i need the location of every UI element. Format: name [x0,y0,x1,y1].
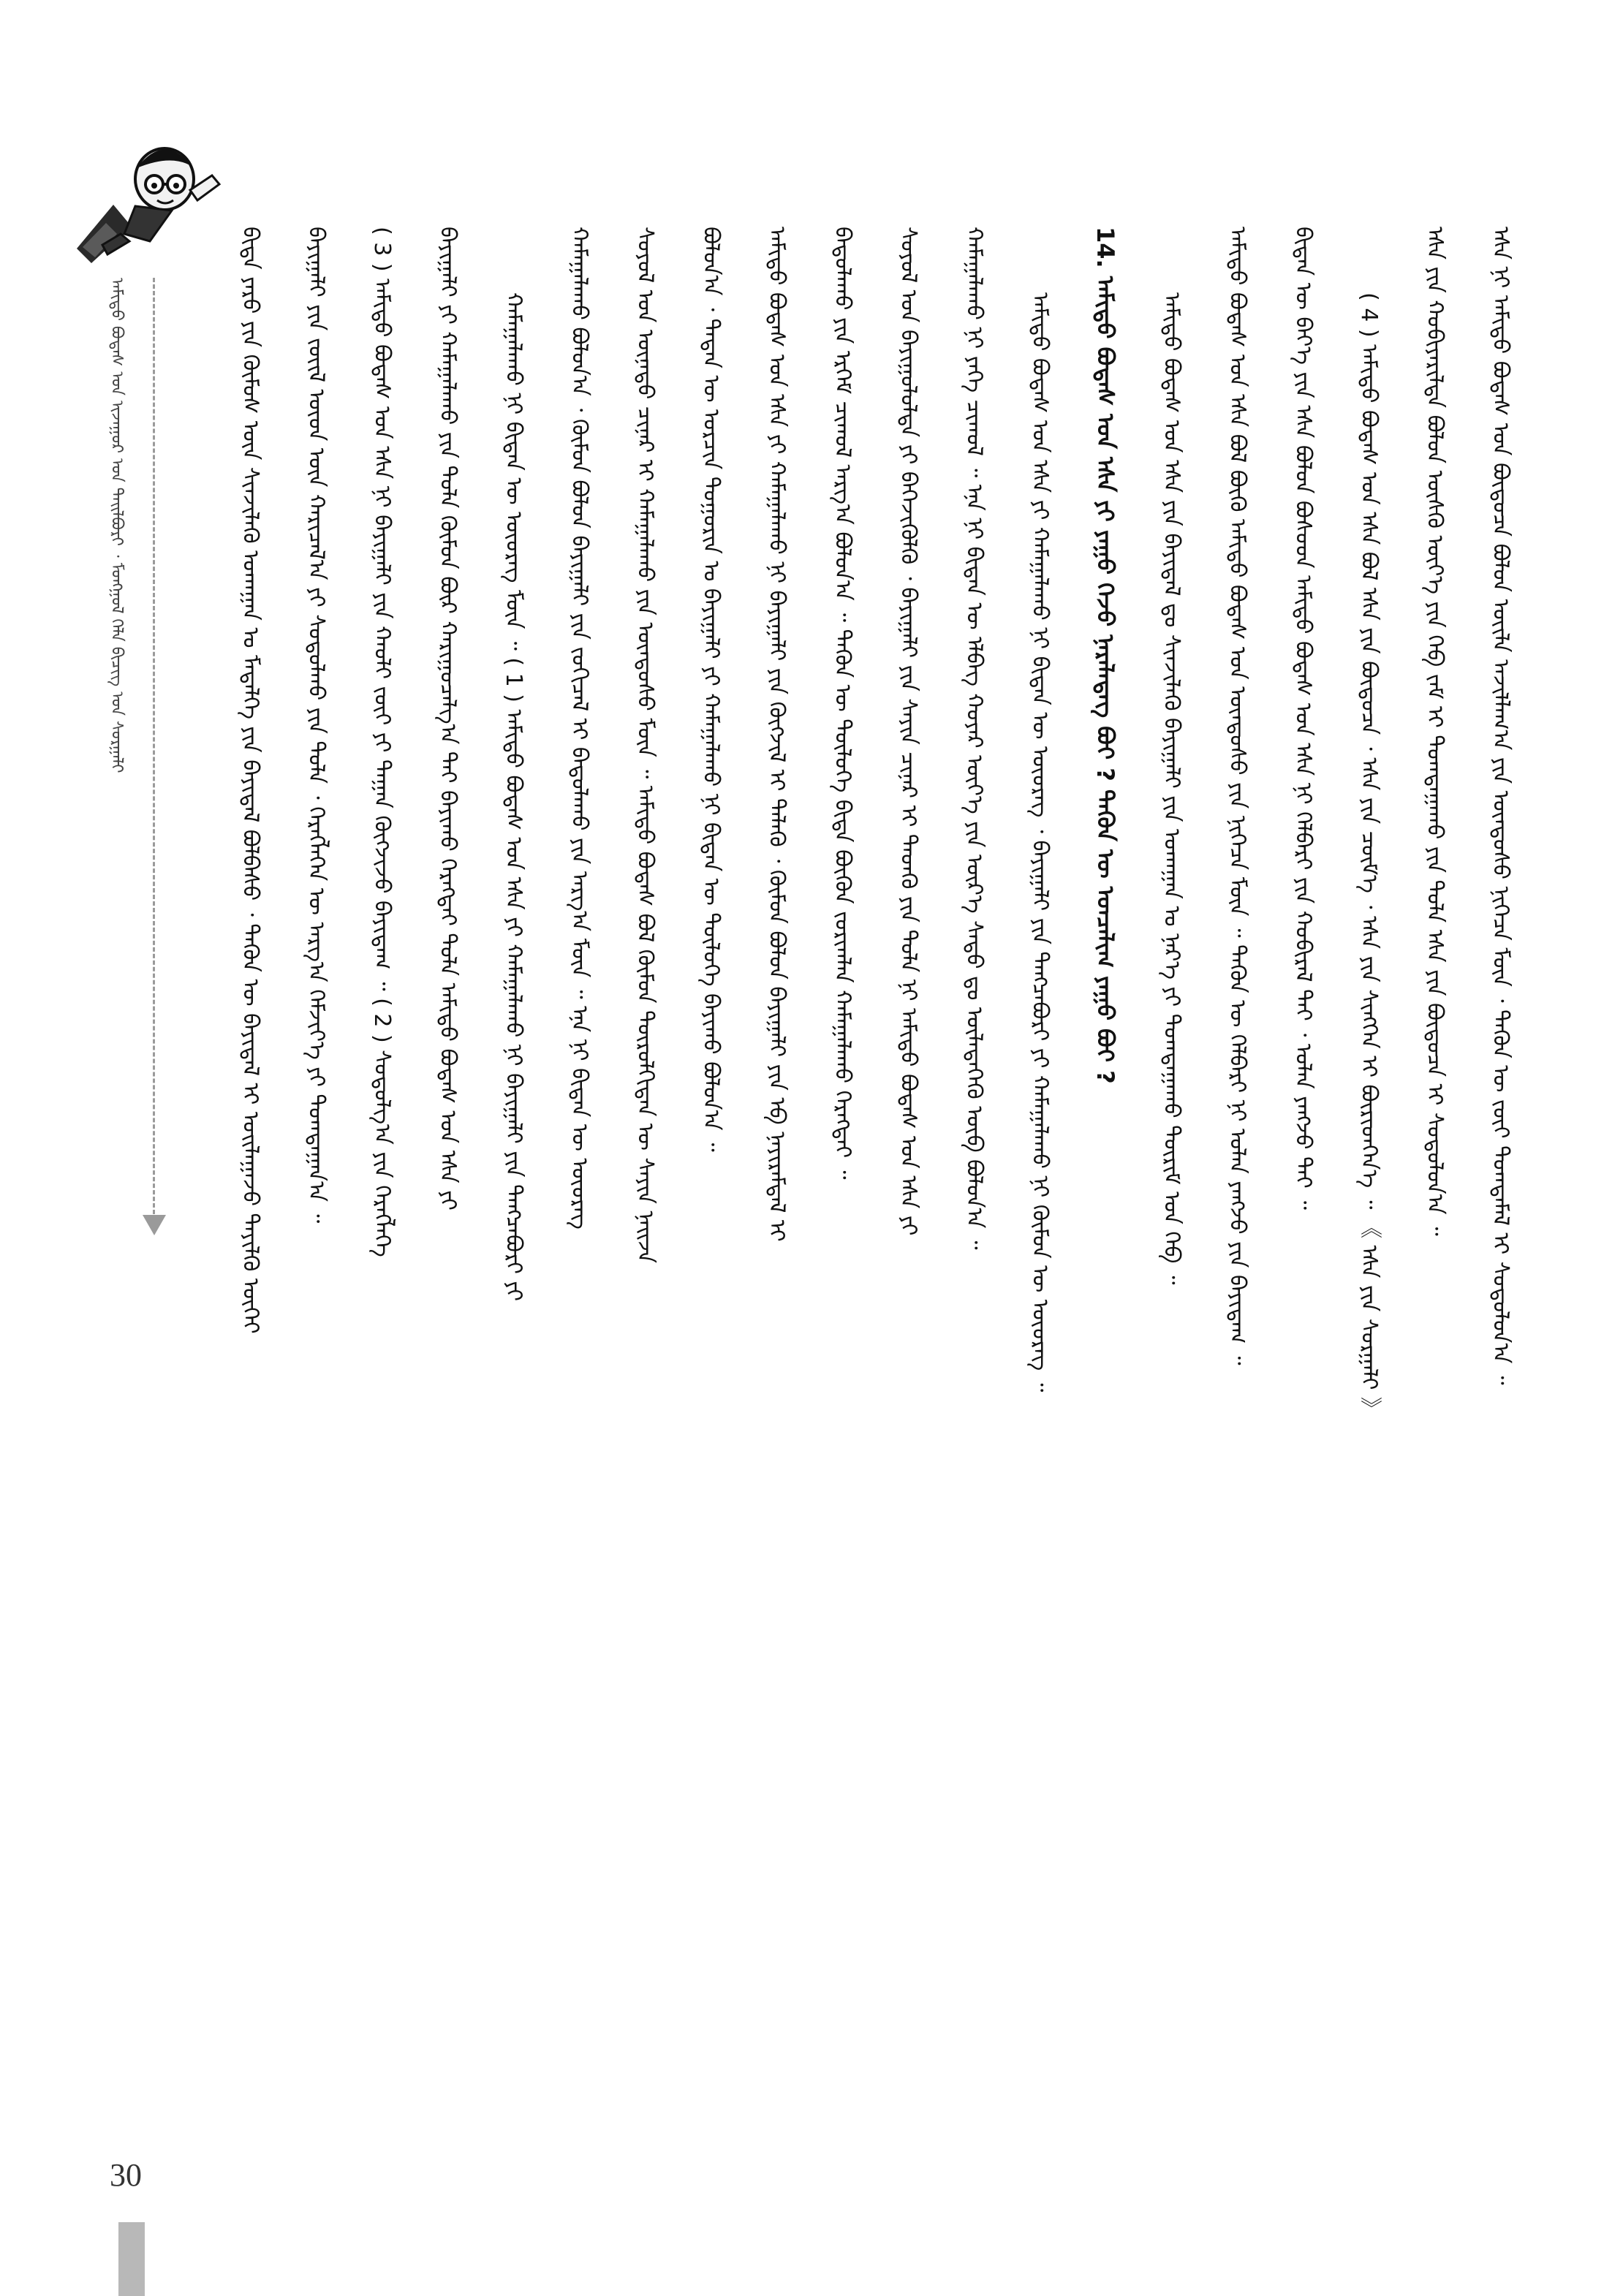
text-column: ( 3 ) ᠠᠮᠢᠳᠤ ᠪᠣᠳᠠᠰ ᠤᠨ ᠡᠰᠡ ᠨᠢ ᠪᠠᠶᠢᠭᠠᠯᠢ ᠶᠢᠨ ᠬᠠᠤᠯᠢ ᠵᠦᠢ ᠶᠢ ᠳᠠᠭᠠᠨ ᠬᠦᠭᠵᠢᠵᠦ ᠪᠠᠶᠢᠳᠠᠭ ᠃ ( 2 ) ᠰᠤᠳᠤᠯᠭ᠎ᠠ ᠶᠢᠨ ᠬᠡᠷᠡᠭᠯᠡᠭᠡ [369,227,395,1257]
text-column: ᠪᠢᠳᠡᠨ ᠦ ᠪᠡᠶ᠎ᠡ ᠶᠢᠨ ᠡᠰᠡ ᠪᠣᠯᠤᠨ ᠪᠤᠰᠤᠳ ᠠᠮᠢᠳᠤ ᠪᠣᠳᠠᠰ ᠤᠨ ᠡᠰᠡ ᠨᠢ ᠬᠡᠯᠪᠡᠷᠢ ᠶᠢᠨ ᠬᠤᠪᠢᠷᠠᠯ ᠲᠠᠢ ᠂ ᠣᠯᠠᠨ ᠶᠠᠩᠵᠤ ᠲᠠᠢ ᠃ [1290,227,1316,1210]
text-column: ᠬᠠᠮᠠᠭᠠᠯᠠᠬᠤ ᠨᠢ ᠪᠢᠳᠡᠨ ᠦ ᠦᠦᠷᠡᠭ ᠮᠥᠨ ᠃ ( 1 ) ᠠᠮᠢᠳᠤ ᠪᠣᠳᠠᠰ ᠤᠨ ᠡᠰᠡ ᠶᠢ ᠬᠠᠮᠠᠭᠠᠯᠠᠬᠤ ᠨᠢ ᠪᠠᠶᠢᠭᠠᠯᠢ ᠶᠢᠨ ᠲᠡᠩᠴᠡᠪᠦᠷᠢ ᠶᠢ [501,292,526,1302]
running-head-divider [153,278,155,1221]
text-column: ᠰᠣᠶᠣᠯ ᠤᠨ ᠦᠨᠡᠲᠦ ᠴᠢᠨᠠᠷ ᠢ ᠬᠠᠮᠠᠭᠠᠯᠠᠬᠤ ᠶᠢᠨ ᠦᠨᠳᠦᠰᠦ ᠮᠥᠨ ᠃ ᠠᠮᠢᠳᠤ ᠪᠣᠳᠠᠰ ᠪᠣᠯ ᠬᠦᠮᠦᠨ ᠲᠦᠷᠦᠯᠬᠢᠲᠡᠨ ᠦ ᠰᠠᠶᠢᠨ ᠨᠠᠢᠵᠠ [632,227,658,1264]
text-column: ᠠᠮᠢᠳᠤ ᠪᠣᠳᠠᠰ ᠤᠨ ᠡᠰᠡ ᠶᠢ ᠬᠠᠮᠠᠭᠠᠯᠠᠬᠤ ᠨᠢ ᠪᠠᠶᠢᠭᠠᠯᠢ ᠶᠢᠨ ᠬᠥᠭᠵᠢᠯ ᠢ ᠲᠡᠯᠡᠬᠦ ᠂ ᠬᠦᠮᠦᠨ ᠪᠣᠯᠤᠨ ᠪᠠᠶᠢᠭᠠᠯᠢ ᠶᠢᠨ ᠡᠪ ᠨᠠᠶᠢᠷᠠᠮᠳᠠᠯ ᠢ [764,227,790,1242]
page-edge-tab [118,2222,145,2296]
running-head: ᠠᠮᠢᠳᠤ ᠪᠣᠳᠠᠰ ᠤᠨ ᠢᠵᠠᠭᠤᠷ ᠤᠨ ᠲᠠᠢᠯᠪᠤᠷᠢ ᠂ ᠮᠣᠩᠭᠣᠯ ᠬᠡᠯᠡ ᠪᠢᠴᠢᠭ ᠤᠨ ᠰᠤᠷᠭᠠᠯᠢ [107,278,126,773]
text-column: ᠠᠮᠢᠳᠤ ᠪᠣᠳᠠᠰ ᠤᠨ ᠡᠰᠡ ᠶᠢᠨ ᠪᠠᠶᠢᠳᠠᠯ ᠳᠤ ᠰᠢᠨᠵᠢᠯᠡᠬᠦ ᠪᠠᠶᠢᠭᠠᠯᠢ ᠶᠢᠨ ᠤᠬᠠᠭᠠᠨ ᠤ ᠨᠡᠷ᠎ᠡ ᠶᠢ ᠲᠣᠭᠲᠠᠭᠠᠬᠤ ᠳᠦᠷᠢᠮ ᠤᠨ ᠬᠡᠪ ᠃ [1159,292,1184,1285]
text-column: ᠬᠠᠮᠠᠭᠠᠯᠠᠬᠤ ᠨᠢ ᠶᠡᠬᠡ ᠴᠢᠬᠤᠯ ᠃ ᠡᠨᠡ ᠨᠢ ᠪᠢᠳᠡᠨ ᠦ ᠡᠯᠪᠡᠭ ᠬᠣᠶᠠᠷ ᠦᠶ᠎ᠡ ᠶᠢᠨ ᠦᠷ᠎ᠡ ᠰᠠᠳᠤ ᠳᠤ ᠦᠯᠡᠳᠡᠭᠡᠬᠦ ᠥᠪ ᠪᠣᠯᠤᠨ᠎ᠠ ᠃ [961,227,987,1250]
text-column: ᠪᠠᠶᠢᠭᠠᠯᠢ ᠶᠢᠨ ᠵᠦᠢᠯ ᠦᠳ ᠦᠨ ᠬᠠᠷᠢᠴᠠᠯ᠎ᠠ ᠶᠢ ᠰᠤᠳᠤᠯᠬᠤ ᠶᠢᠨ ᠲᠤᠯᠠ ᠂ ᠬᠡᠷᠡᠭᠯᠡᠭᠡᠨ ᠦ ᠠᠷᠭ᠎ᠠ ᠬᠡᠮᠵᠢᠶ᠎ᠡ ᠶᠢ ᠲᠣᠭᠲᠠᠭᠠᠨ᠎ᠠ ᠃ [303,227,329,1224]
text-column: ᠡᠰᠡ ᠨᠢ ᠠᠮᠢᠳᠤ ᠪᠣᠳᠠᠰ ᠤᠨ ᠪᠦᠲᠦᠴᠡ ᠪᠣᠯᠤᠨ ᠦᠢᠯᠡ ᠠᠵᠢᠯᠯᠠᠭ᠎ᠠ ᠶᠢᠨ ᠦᠨᠳᠦᠰᠦ ᠨᠢᠭᠡᠴᠡ ᠮᠥᠨ ᠂ ᠲᠡᠭᠦᠨ ᠦ ᠵᠦᠢ ᠲᠣᠭᠲᠠᠮᠠᠯ ᠢ ᠰᠤᠳᠤᠯᠤᠨ᠎ᠠ ᠃ [1488,227,1513,1385]
text-column: ᠬᠠᠮᠠᠭᠠᠯᠠᠬᠤ ᠪᠣᠯᠤᠨ᠎ᠠ ᠂ ᠬᠦᠮᠦᠨ ᠪᠣᠯᠤᠨ ᠪᠠᠶᠢᠭᠠᠯᠢ ᠶᠢᠨ ᠵᠣᠬᠢᠴᠠᠯ ᠢ ᠪᠠᠲᠤᠯᠠᠬᠤ ᠶᠢᠨ ᠠᠷᠭ᠎ᠠ ᠮᠥᠨ ᠃ ᠡᠨᠡ ᠨᠢ ᠪᠢᠳᠡᠨ ᠦ ᠦᠦᠷᠡᠭ [567,227,592,1230]
text-column: ᠪᠠᠶᠢᠭᠠᠯᠢ ᠶᠢ ᠬᠠᠮᠠᠭᠠᠯᠠᠬᠤ ᠶᠢᠨ ᠲᠤᠯᠠ ᠬᠦᠮᠦᠨ ᠪᠦᠷ ᠬᠠᠷᠢᠭᠤᠴᠠᠯᠭ᠎ᠠ ᠲᠠᠢ ᠪᠠᠶᠢᠬᠤ ᠬᠡᠷᠡᠭᠲᠡᠢ ᠲᠤᠯᠠ ᠠᠮᠢᠳᠤ ᠪᠣᠳᠠᠰ ᠤᠨ ᠡᠰᠡ ᠶᠢ [435,227,461,1210]
hero-mascot-icon [62,124,238,270]
text-column: ᠠᠮᠢᠳᠤ ᠪᠣᠳᠠᠰ ᠤᠨ ᠡᠰᠡ ᠪᠣᠯ ᠪᠦᠬᠦ ᠠᠮᠢᠳᠤ ᠪᠣᠳᠠᠰ ᠤᠨ ᠦᠨᠳᠦᠰᠦ ᠶᠢᠨ ᠨᠢᠭᠡᠴᠡ ᠮᠥᠨ ᠃ ᠲᠡᠭᠦᠨ ᠦ ᠬᠡᠯᠪᠡᠷᠢ ᠨᠢ ᠣᠯᠠᠨ ᠶᠠᠩᠵᠤ ᠶᠢᠨ ᠪᠠᠶᠢᠳᠠᠭ ᠃ [1225,227,1250,1365]
arrow-down-icon [143,1215,166,1235]
text-column: ᠪᠠᠲᠤᠯᠠᠬᠤ ᠶᠢᠨ ᠡᠷᠬᠡᠮ ᠴᠢᠬᠤᠯ ᠠᠷᠭ᠎ᠠ ᠪᠣᠯᠤᠨ᠎ᠠ ᠃ ᠲᠡᠭᠦᠨ ᠦ ᠲᠥᠯᠦᠭᠡ ᠪᠢᠳᠡ ᠪᠦᠬᠦᠨ ᠵᠣᠷᠢᠭᠯᠠᠨ ᠬᠠᠮᠠᠭᠠᠯᠠᠬᠤ ᠬᠡᠷᠡᠭᠲᠡᠢ ᠃ [830,227,855,1180]
text-column: ᠰᠣᠶᠣᠯ ᠤᠨ ᠪᠠᠶᠢᠭᠤᠯᠤᠯᠲᠠ ᠶᠢ ᠪᠡᠬᠡᠵᠢᠭᠦᠯᠬᠦ ᠂ ᠪᠠᠶᠢᠭᠠᠯᠢ ᠶᠢᠨ ᠰᠠᠶᠢᠨ ᠴᠢᠨᠠᠷ ᠢ ᠲᠡᠳᠬᠦ ᠶᠢᠨ ᠲᠤᠯᠠ ᠨᠢ ᠠᠮᠢᠳᠤ ᠪᠣᠳᠠᠰ ᠤᠨ ᠡᠰᠡ ᠶᠢ [896,227,921,1236]
text-column: ( 4 ) ᠠᠮᠢᠳᠤ ᠪᠣᠳᠠᠰ ᠤᠨ ᠡᠰᠡ ᠪᠣᠯ ᠡᠰᠡ ᠶᠢᠨ ᠪᠦᠲᠦᠴᠡ ᠂ ᠡᠰᠡ ᠶᠢᠨ ᠴᠥᠮ᠎ᠡ ᠂ ᠡᠰᠡ ᠶᠢᠨ ᠰᠢᠩᠭᠡᠨ ᠢ ᠪᠦᠷᠢᠳᠬᠡᠨ᠎ᠡ ᠃ 《 ᠡᠰᠡ ᠶᠢᠨ ᠰᠤᠷᠭᠠᠯᠢ 》 [1356,292,1382,1419]
text-column: ᠪᠢᠳᠡ ᠶᠡᠷᠦ ᠶᠢᠨ ᠬᠦᠮᠦᠰ ᠦᠨ ᠰᠢᠨᠵᠢᠯᠡᠬᠦ ᠤᠬᠠᠭᠠᠨ ᠤ ᠮᠡᠳᠡᠯᠭᠡ ᠶᠢᠨ ᠪᠠᠶᠢᠳᠠᠯ ᠪᠣᠯᠪᠠᠰᠤ ᠂ ᠲᠡᠭᠦᠨ ᠦ ᠪᠠᠶᠢᠳᠠᠯ ᠢ ᠣᠢᠯᠠᠭᠠᠵᠤ ᠳᠡᠶᠢᠯᠬᠦ ᠦᠭᠡᠢ [238,227,263,1334]
text-column: ᠠᠮᠢᠳᠤ ᠪᠣᠳᠠᠰ ᠤᠨ ᠡᠰᠡ ᠶᠢ ᠬᠠᠮᠠᠭᠠᠯᠠᠬᠤ ᠨᠢ ᠪᠢᠳᠡᠨ ᠦ ᠦᠦᠷᠡᠭ ᠂ ᠪᠠᠶᠢᠭᠠᠯᠢ ᠶᠢᠨ ᠲᠡᠩᠴᠡᠪᠦᠷᠢ ᠶᠢ ᠬᠠᠮᠠᠭᠠᠯᠠᠬᠤ ᠨᠢ ᠬᠦᠮᠦᠨ ᠦ ᠦᠦᠷᠡᠭ ᠃ [1027,292,1053,1393]
text-column: ᠪᠣᠯᠤᠨ᠎ᠠ ᠂ ᠲᠡᠳᠡᠨ ᠦ ᠣᠷᠴᠢᠨ ᠲᠣᠭᠣᠷᠢᠨ ᠤ ᠪᠠᠶᠢᠭᠠᠯᠢ ᠶᠢ ᠬᠠᠮᠠᠭᠠᠯᠠᠬᠤ ᠨᠢ ᠪᠢᠳᠡᠨ ᠦ ᠲᠥᠯᠦᠭᠡ ᠪᠠᠶᠢᠬᠤ ᠪᠣᠯᠤᠨ᠎ᠠ ᠃ [698,227,724,1152]
mascot-illustration [62,124,238,270]
page-number: 30 [110,2157,142,2193]
question-heading: 14. ᠠᠮᠢᠳᠤ ᠪᠣᠳᠠᠰ ᠤᠨ ᠡᠰᠡ ᠶᠢ ᠶᠠᠭᠤ ᠭᠡᠵᠦ ᠨᠡᠷᠡᠯᠡᠳᠡᠭ ᠪᠤᠢ ? ᠲᠡᠭᠦᠨ ᠦ ᠣᠨᠴᠠᠯᠢᠭ ᠶᠠᠭᠤ ᠪᠤᠢ ? [1092,227,1119,1084]
text-column: ᠡᠰᠡ ᠶᠢᠨ ᠬᠤᠪᠢᠶᠠᠷᠢᠯᠲᠠ ᠪᠣᠯᠤᠨ ᠥᠰᠬᠦ ᠦᠶ᠎ᠡ ᠶᠢᠨ ᠬᠡᠪ ᠵᠠᠮ ᠢ ᠲᠣᠭᠲᠠᠭᠠᠬᠤ ᠶᠢᠨ ᠲᠤᠯᠠ ᠡᠰᠡ ᠶᠢᠨ ᠪᠦᠲᠦᠴᠡ ᠢ ᠰᠤᠳᠤᠯᠤᠨ᠎ᠠ ᠃ [1422,227,1448,1236]
